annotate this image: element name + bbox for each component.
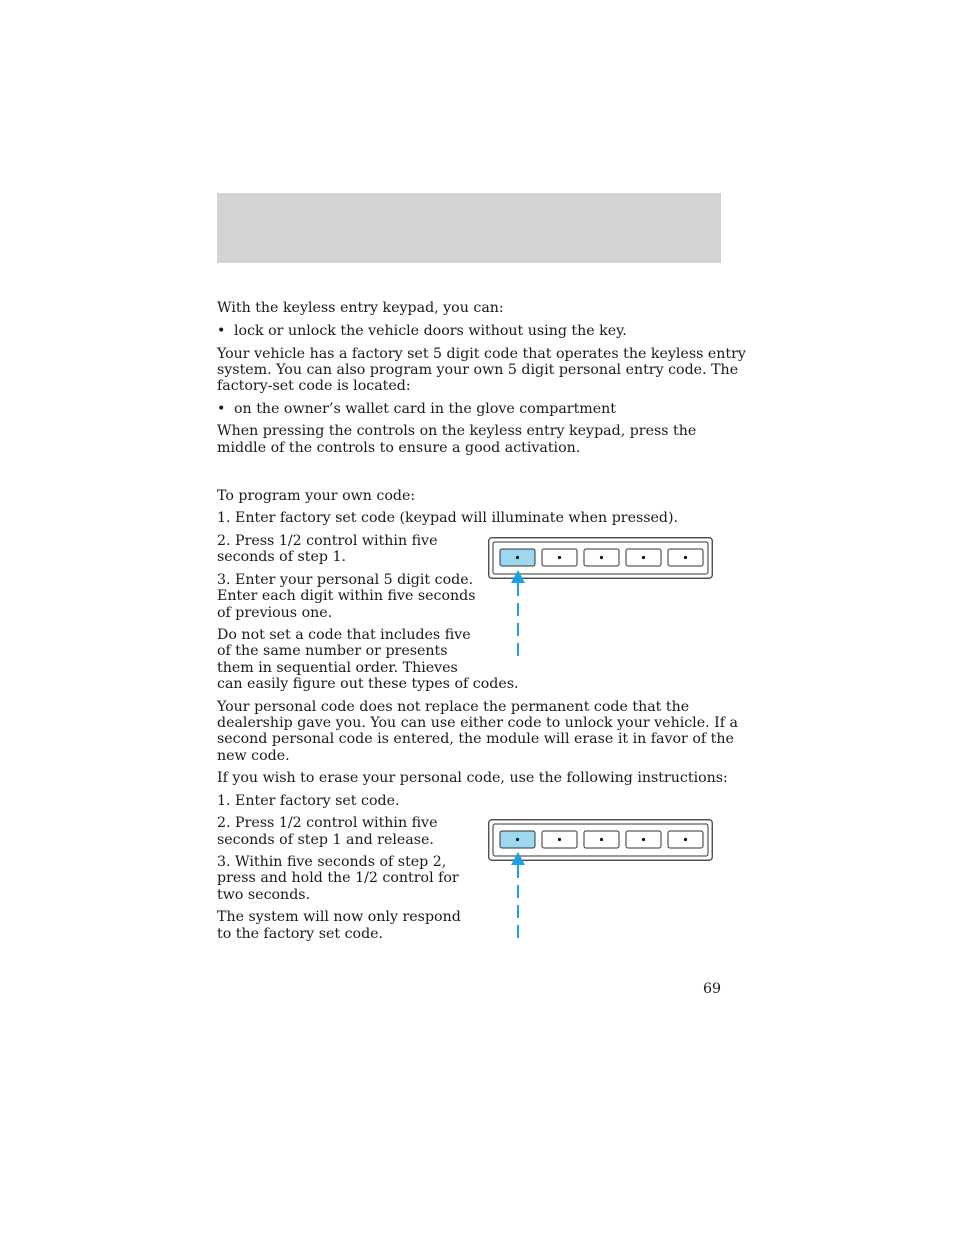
keypad-key-7-8 (626, 831, 661, 848)
page-number: 69 (702, 981, 721, 997)
erase-step-3-line: press and hold the 1/2 control for (217, 870, 459, 886)
warning-line: can easily figure out these types of codes. (217, 676, 519, 692)
bullet-icon: • (217, 401, 226, 417)
program-step-2-line: seconds of step 1. (217, 549, 346, 565)
intro-line: With the keyless entry keypad, you can: (217, 300, 504, 316)
keypad-key-9-0 (668, 831, 703, 848)
keypad-key-5-6 (584, 549, 619, 566)
program-intro: To program your own code: (217, 488, 416, 504)
erase-step-1: 1. Enter factory set code. (217, 793, 400, 809)
paragraph-line: factory-set code is located: (217, 378, 411, 394)
program-step-2-line: 2. Press 1/2 control within five (217, 533, 438, 549)
bullet-text: lock or unlock the vehicle doors without using the key. (234, 323, 627, 339)
program-step-3-line: 3. Enter your personal 5 digit code. (217, 572, 474, 588)
note-line: new code. (217, 748, 290, 764)
program-step-3-line: of previous one. (217, 605, 333, 621)
section-header-band (217, 193, 721, 263)
paragraph-line: middle of the controls to ensure a good activation. (217, 440, 581, 456)
keypad-key-3-4 (542, 549, 577, 566)
paragraph-line: Your vehicle has a factory set 5 digit code that operates the keyless entry (217, 346, 746, 362)
bullet-item-lock (217, 323, 627, 339)
bullet-item-wallet-card (217, 401, 616, 417)
warning-line: them in sequential order. Thieves (217, 660, 458, 676)
arrow-up-icon (508, 568, 528, 660)
program-step-1: 1. Enter factory set code (keypad will illuminate when pressed). (217, 510, 679, 526)
erase-intro: If you wish to erase your personal code, use the following instructions: (217, 770, 728, 786)
arrow-up-icon (508, 850, 528, 942)
warning-line: Do not set a code that includes five (217, 627, 471, 643)
erase-result-line: to the factory set code. (217, 926, 384, 942)
paragraph-line: system. You can also program your own 5 digit personal entry code. The (217, 362, 739, 378)
bullet-text: on the owner’s wallet card in the glove compartment (234, 401, 616, 417)
keypad-key-1-2 (500, 831, 535, 848)
erase-step-2-line: 2. Press 1/2 control within five (217, 815, 438, 831)
program-step-3-line: Enter each digit within five seconds (217, 588, 476, 604)
keypad-key-7-8 (626, 549, 661, 566)
keypad-key-5-6 (584, 831, 619, 848)
note-line: Your personal code does not replace the permanent code that the (217, 699, 690, 715)
note-line: dealership gave you. You can use either code to unlock your vehicle. If a (217, 715, 738, 731)
paragraph-line: When pressing the controls on the keyless entry keypad, press the (217, 423, 697, 439)
erase-step-3-line: two seconds. (217, 887, 311, 903)
note-line: second personal code is entered, the module will erase it in favor of the (217, 731, 734, 747)
keypad-key-1-2 (500, 549, 535, 566)
erase-result-line: The system will now only respond (217, 909, 461, 925)
erase-step-2-line: seconds of step 1 and release. (217, 832, 434, 848)
erase-step-3-line: 3. Within five seconds of step 2, (217, 854, 447, 870)
keypad-key-3-4 (542, 831, 577, 848)
bullet-icon: • (217, 323, 226, 339)
keypad-key-9-0 (668, 549, 703, 566)
warning-line: of the same number or presents (217, 643, 448, 659)
